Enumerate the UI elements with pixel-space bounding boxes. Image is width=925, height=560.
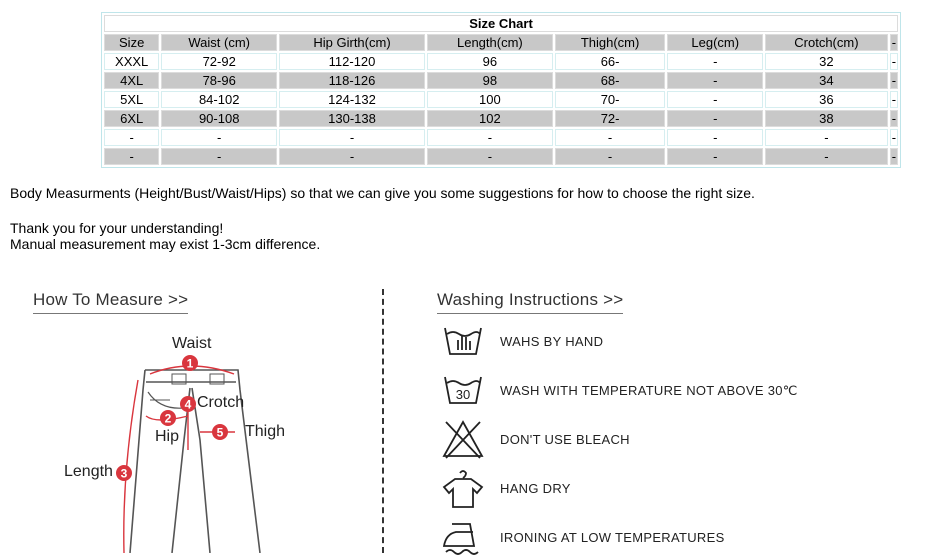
table-row <box>104 72 898 89</box>
table-cell: 66- <box>555 53 666 70</box>
hand-wash-icon <box>440 320 486 364</box>
table-cell: - <box>891 149 897 164</box>
table-cell: 5XL <box>104 91 159 108</box>
table-cell: - <box>104 148 159 165</box>
wash-30-icon-label: 30 <box>455 387 471 402</box>
column-header: Length(cm) <box>427 34 553 51</box>
table-cell: 112-120 <box>279 53 425 70</box>
wash-30-icon <box>440 369 486 413</box>
table-cell: - <box>667 53 763 70</box>
wash-item-30 <box>440 369 860 413</box>
column-header: Waist (cm) <box>161 34 277 51</box>
wash-item-30-text: WASH WITH TEMPERATURE NOT ABOVE 30℃ <box>500 383 798 398</box>
label-crotch: Crotch <box>197 394 245 411</box>
size-chart-header-row <box>104 34 898 51</box>
table-cell: - <box>667 148 763 165</box>
table-cell: 124-132 <box>279 91 425 108</box>
table-cell: 130-138 <box>279 110 425 127</box>
table-cell: 102 <box>427 110 553 127</box>
marker-4-label: 4 <box>184 397 192 412</box>
table-cell: - <box>667 129 763 146</box>
table-cell: - <box>891 73 897 88</box>
size-chart-table <box>101 12 901 168</box>
table-cell: 4XL <box>104 72 159 89</box>
table-cell: - <box>667 91 763 108</box>
size-chart-title: Size Chart <box>104 15 898 32</box>
hang-dry-icon <box>440 467 486 511</box>
wash-item-hang-dry-text: HANG DRY <box>500 481 571 496</box>
table-row <box>104 110 898 127</box>
wash-item-hand-text: WAHS BY HAND <box>500 334 604 349</box>
table-cell: 98 <box>427 72 553 89</box>
pants-measure-diagram <box>60 330 320 553</box>
table-cell: - <box>279 129 425 146</box>
note-body-measurements: Body Measurments (Height/Bust/Waist/Hips) so that we can give you some suggestions for how to choose the right size. <box>10 185 755 201</box>
table-row <box>104 148 898 165</box>
table-cell: 38 <box>765 110 888 127</box>
table-cell: 118-126 <box>279 72 425 89</box>
table-cell: - <box>667 72 763 89</box>
wash-item-hand <box>440 320 860 364</box>
table-cell: - <box>891 54 897 69</box>
table-cell: - <box>555 148 666 165</box>
table-row <box>104 91 898 108</box>
marker-5-label: 5 <box>216 425 224 440</box>
table-cell: - <box>891 130 897 145</box>
marker-1-label: 1 <box>186 356 194 371</box>
table-cell: 96 <box>427 53 553 70</box>
column-header: Leg(cm) <box>667 34 763 51</box>
label-waist: Waist <box>172 335 212 352</box>
column-header: Hip Girth(cm) <box>279 34 425 51</box>
wash-item-no-bleach <box>440 418 860 462</box>
table-cell: 6XL <box>104 110 159 127</box>
table-cell: 78-96 <box>161 72 277 89</box>
table-cell: - <box>765 148 888 165</box>
table-row <box>104 129 898 146</box>
column-header: Crotch(cm) <box>765 34 888 51</box>
column-header: - <box>891 35 897 50</box>
column-header: Size <box>104 34 159 51</box>
table-cell: 84-102 <box>161 91 277 108</box>
marker-3-label: 3 <box>120 466 128 481</box>
table-cell: 70- <box>555 91 666 108</box>
table-cell: 72- <box>555 110 666 127</box>
table-cell: - <box>891 92 897 107</box>
table-cell: - <box>667 110 763 127</box>
table-cell: XXXL <box>104 53 159 70</box>
note-measurement-difference: Manual measurement may exist 1-3cm difference. <box>10 236 321 252</box>
table-cell: 36 <box>765 91 888 108</box>
wash-item-iron <box>440 516 860 560</box>
table-cell: - <box>279 148 425 165</box>
table-cell: 34 <box>765 72 888 89</box>
no-bleach-icon <box>440 418 486 462</box>
iron-low-icon <box>440 516 486 560</box>
how-to-measure-title <box>33 290 188 310</box>
table-cell: - <box>104 129 159 146</box>
washing-instructions-title <box>437 290 623 310</box>
wash-item-no-bleach-text: DON'T USE BLEACH <box>500 432 630 447</box>
table-cell: - <box>427 129 553 146</box>
wash-item-hang-dry <box>440 467 860 511</box>
table-cell: - <box>427 148 553 165</box>
section-divider <box>382 289 384 553</box>
wash-item-iron-text: IRONING AT LOW TEMPERATURES <box>500 530 725 545</box>
marker-2-label: 2 <box>164 411 172 426</box>
table-cell: 72-92 <box>161 53 277 70</box>
table-cell: - <box>161 148 277 165</box>
label-length: Length <box>64 463 113 480</box>
how-to-measure-title-text: How To Measure >> <box>33 290 189 309</box>
column-header: Thigh(cm) <box>555 34 666 51</box>
table-cell: - <box>161 129 277 146</box>
table-cell: 32 <box>765 53 888 70</box>
note-thank-you: Thank you for your understanding! <box>10 220 224 236</box>
table-cell: - <box>891 111 897 126</box>
table-cell: - <box>555 129 666 146</box>
label-hip: Hip <box>155 428 180 445</box>
label-thigh: Thigh <box>245 423 286 440</box>
table-cell: 68- <box>555 72 666 89</box>
table-cell: - <box>765 129 888 146</box>
washing-instructions-title-text: Washing Instructions >> <box>437 290 624 309</box>
table-row <box>104 53 898 70</box>
table-cell: 90-108 <box>161 110 277 127</box>
table-cell: 100 <box>427 91 553 108</box>
